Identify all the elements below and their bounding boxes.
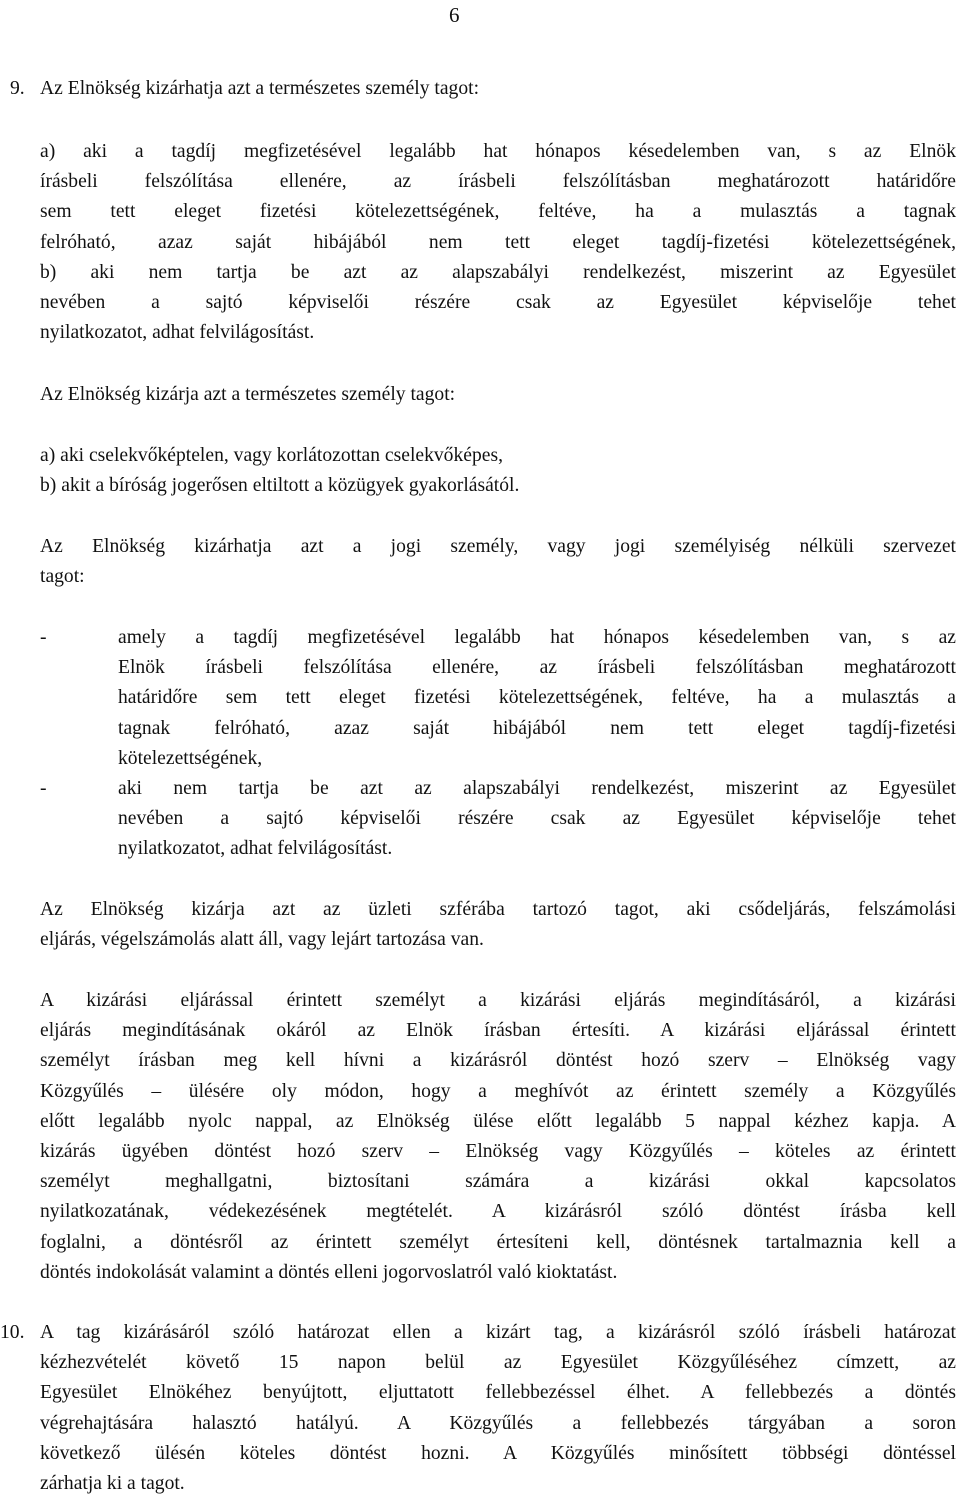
procedure-line: kizárás ügyében döntést hozó szerv – Elnökség vagy Közgyűlés – köteles az érintett — [40, 1141, 956, 1163]
legal-item-1-line: kötelezettségének, — [118, 747, 263, 769]
mandatory-exclusion-intro — [40, 380, 956, 410]
business-line: eljárás, végelszámolás alatt áll, vagy lejárt tartozása van. — [40, 929, 484, 951]
procedure-line: döntés indokolását valamint a döntés elleni jogorvoslatról való kioktatást. — [40, 1261, 618, 1283]
item-9-number: 9. — [10, 78, 25, 99]
appeal-line: A tag kizárásáról szóló határozat ellen a kizárt tag, a kizárásról szóló írásbeli határozat — [40, 1322, 956, 1343]
procedure-line: foglalni, a döntésről az érintett személyt értesíteni kell, döntésnek tartalmaznia kell a — [40, 1231, 956, 1253]
legal-intro-line: Az Elnökség kizárhatja azt a jogi személy, vagy jogi személyiség nélküli szervezet — [40, 536, 956, 557]
mandatory-point-a: a) aki cselekvőképtelen, vagy korlátozottan cselekvőképes, — [40, 445, 503, 466]
legal-item-2 — [118, 774, 956, 865]
point-a-line: sem tett eleget fizetési kötelezettségének, feltéve, ha a mulasztás a tagnak — [40, 201, 956, 223]
legal-item-2-line: aki nem tartja be azt az alapszabályi rendelkezést, miszerint az Egyesület — [118, 778, 956, 799]
point-b-line: nyilatkozatot, adhat felvilágosítást. — [40, 322, 315, 344]
exclusion-procedure — [40, 986, 956, 1288]
legal-entity-intro — [40, 532, 956, 592]
dash-marker: - — [40, 627, 47, 648]
legal-item-1-line: amely a tagdíj megfizetésével legalább hat hónapos késedelemben van, s az — [118, 627, 956, 648]
procedure-line: előtt legalább nyolc nappal, az Elnökség ülése előtt legalább 5 nappal kézhez kapja. A — [40, 1110, 956, 1132]
procedure-line: Közgyűlés – ülésére oly módon, hogy a meghívót az érintett személy a Közgyűlés — [40, 1080, 956, 1102]
item-10-number: 10. — [0, 1322, 25, 1343]
procedure-line: nyilatkozatának, védekezésének megtételét. A kizárásról szóló döntést írásba kell — [40, 1201, 956, 1223]
dash-marker: - — [40, 778, 47, 799]
appeal-line: kézhezvételét követő 15 napon belül az Egyesület Közgyűléséhez címzett, az — [40, 1352, 956, 1374]
point-a-line: a) aki a tagdíj megfizetésével legalább hat hónapos késedelemben van, s az Elnök — [40, 141, 956, 162]
item-9-intro-text: Az Elnökség kizárhatja azt a természetes személy tagot: — [40, 78, 480, 99]
point-a-line: felróható, azaz saját hibájából nem tett eleget tagdíj-fizetési kötelezettségének, — [40, 231, 956, 253]
legal-item-2-line: nevében a sajtó képviselői részére csak az Egyesület képviselője tehet — [118, 808, 956, 830]
item-10-appeal — [40, 1318, 956, 1499]
legal-item-1-line: határidőre sem tett eleget fizetési kötelezettségének, feltéve, ha a mulasztás a — [118, 687, 956, 709]
mandatory-intro-text: Az Elnökség kizárja azt a természetes személy tagot: — [40, 384, 456, 405]
mandatory-point-b: b) akit a bíróság jogerősen eltiltott a közügyek gyakorlásától. — [40, 475, 520, 497]
procedure-line: személyt írásban meg kell hívni a kizárásról döntést hozó szerv – Elnökség vagy — [40, 1050, 956, 1072]
legal-item-1 — [118, 623, 956, 774]
procedure-line: személyt meghallgatni, biztosítani számára a kizárási okkal kapcsolatos — [40, 1171, 956, 1193]
business-line: Az Elnökség kizárja azt az üzleti szférába tartozó tagot, aki csődeljárás, felszámolási — [40, 899, 956, 920]
appeal-line: Egyesület Elnökéhez benyújtott, eljuttatott fellebbezéssel élhet. A fellebbezés a döntés — [40, 1382, 956, 1404]
business-exclusion — [40, 895, 956, 955]
item-9-point-a — [40, 137, 956, 258]
appeal-line: végrehajtására halasztó hatályú. A Közgyűlés a fellebbezés tárgyában a soron — [40, 1412, 956, 1434]
point-b-line: b) aki nem tartja be azt az alapszabályi rendelkezést, miszerint az Egyesület — [40, 262, 956, 283]
appeal-line: következő ülésén köteles döntést hozni. A Közgyűlés minősített többségi döntéssel — [40, 1442, 956, 1464]
point-b-line: nevében a sajtó képviselői részére csak az Egyesület képviselője tehet — [40, 292, 956, 314]
legal-item-1-line: tagnak felróható, azaz saját hibájából nem tett eleget tagdíj-fizetési — [118, 717, 956, 739]
item-9-intro — [40, 74, 956, 104]
procedure-line: eljárás megindításának okáról az Elnök írásban értesíti. A kizárási eljárással érintett — [40, 1020, 956, 1042]
legal-item-2-line: nyilatkozatot, adhat felvilágosítást. — [118, 838, 393, 860]
mandatory-exclusion-list — [40, 441, 956, 501]
legal-item-1-line: Elnök írásbeli felszólítása ellenére, az írásbeli felszólításban meghatározott — [118, 657, 956, 679]
appeal-line: zárhatja ki a tagot. — [40, 1473, 185, 1495]
point-a-line: írásbeli felszólítása ellenére, az írásbeli felszólításban meghatározott határidőre — [40, 171, 956, 193]
item-9-point-b — [40, 258, 956, 349]
legal-intro-line: tagot: — [40, 566, 85, 588]
page-number: 6 — [449, 3, 460, 27]
procedure-line: A kizárási eljárással érintett személyt a kizárási eljárás megindításáról, a kizárási — [40, 990, 956, 1011]
